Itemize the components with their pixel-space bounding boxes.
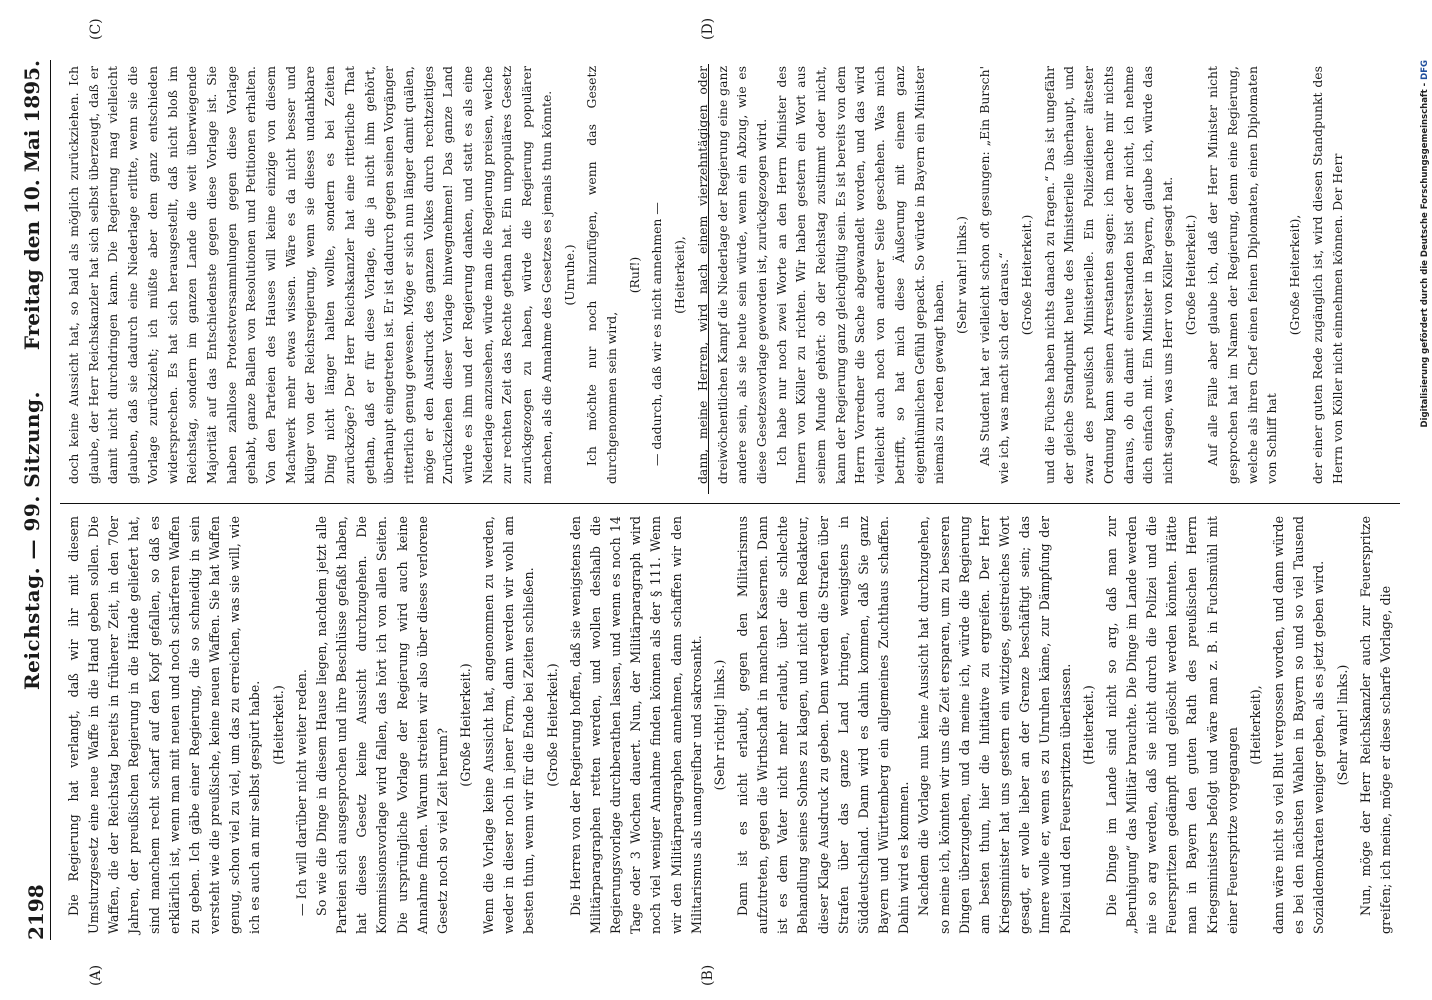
interjection: (Große Heiterkeit), [1287, 214, 1303, 336]
paragraph: dann, meine Herren, wird nach einem vierzehntägigen oder dreiwöchentlichen Kampf die Niederlage der Regierung eine ganz andere sein, als sie heute sein würde, wenn ein Abzug, wie es diese Gesetzesvorlage geworden ist, zurückgezogen wird. [694, 66, 769, 484]
paragraph: Die Regierung hat verlangt, daß wir ihr mit diesem Umsturzgesetz eine neue Waffe in die Hand geben sollen. Die Waffen, die der Reichstag bereits in früherer Zeit, in den 70er Jahren, der preußischen Regierung in die Hände geliefert hat, sind manchem recht scharf auf den Kopf gefallen, so daß es erklärlich ist, wenn man mit neuen und noch schärferen Waffen zu geben. Ich gäbe einer Regierung, die so schneidig in sein versteht wie die preußische, keine neuen Waffen. Sie hat Waffen genug, schon viel zu viel, um das zu erreichen, was sie will, wie ich es auch an mir selbst gespürt habe. [66, 516, 263, 934]
paragraph: Nun, möge der Herr Reichskanzler auch zur Feuerspritze greifen; ich meine, möge er diese scharfe Vorlage, die [1357, 516, 1393, 934]
margin-marker-d: (D) [700, 17, 716, 40]
page-header [12, 60, 51, 940]
left-column [64, 516, 1396, 934]
interjection: (Heiterkeit), [1247, 685, 1263, 765]
paragraph: Nachdem die Vorlage nun keine Aussicht hat durchzugehen, so meine ich, könnten wir uns die Zeit ersparen, um zu besseren Dingen überzugehen, und da meine ich, würde die Regierung am besten thun, hier die Initiative zu ergreifen. Der Herr Kriegsminister hat uns gestern ein witziges, geistreiches Wort gesagt, er wolle lieber an der Grenze beschäftigt sein; das Innere wolle er, wenn es zu Unruhen käme, zur Dämpfung der Polizei und den Feuerspritzen überlassen. [916, 516, 1073, 934]
dfg-logo: DFG [1420, 60, 1430, 80]
interjection: (Sehr wahr! links.) [953, 216, 969, 334]
interjection: (Große Heiterkeit.) [457, 663, 473, 787]
paragraph: — Ich will darüber nicht weiter reden. [293, 669, 309, 916]
interjection: (Heiterkeit.) [270, 685, 286, 765]
paragraph: Auf alle Fälle aber glaube ich, daß der Herr Minister nicht gesprochen hat im Namen der Regierung, denn eine Regierung, welche als ihren Chef einen feinen Diplomaten, einen Diplomaten von Schliff hat [1205, 66, 1280, 484]
paragraph: — dadurch, daß wir es nicht annehmen — [649, 202, 665, 466]
margin-marker-b: (B) [700, 964, 716, 986]
right-column [64, 66, 1347, 484]
interjection: (Große Heiterkeit.) [1019, 214, 1035, 336]
page-number: 2198 [24, 884, 48, 940]
paragraph: und die Füchse haben nichts danach zu fragen.“ Das ist ungefähr der gleiche Standpunkt heute des Ministerielle überhaupt, und zwar des preußisch Ministerielle. Ein Polizeidiener ältester Ordnung kann seinen Arrestanten sagen: ich mache mir nichts daraus, ob du damit einverstanden bist oder nicht, ich nehme dich einfach mit. Ein Minister in Bayern, glaube ich, würde das nicht sagen, was uns Herr von Köller gesagt hat. [1041, 66, 1175, 484]
session-date: Freitag den 10. Mai 1895. [20, 60, 44, 351]
paragraph: dann wäre nicht so viel Blut vergossen worden, und dann würde es bei den nächsten Wahlen in Bayern so und so viel Tausend Sozialdemokraten weniger geben, als es jetzt geben wird. [1271, 516, 1327, 934]
paragraph: Wenn die Vorlage keine Aussicht hat, angenommen zu werden, weder in dieser noch in jener Form, dann werden wir wohl am besten thun, wenn wir für die Ende bei Zeiten schließen. [481, 516, 537, 934]
interjection: (Heiterkeit), [672, 236, 688, 314]
paragraph: der einer guten Rede zugänglich ist, wird diesen Standpunkt des Herrn von Köller nicht einnehmen können. Der Herr [1309, 66, 1345, 484]
paragraph: Die Herren von der Regierung hoffen, daß sie wenigstens den Militärparagraphen retten werden, und wollen deshalb die Regierungsvorlage durchberathen lassen, und wenn es noch 14 Tage oder 3 Wochen dauert. Nun, der Militärparagraph wird noch viel weniger Annahme finden können als der § 111. Wenn wir den Militärparagraphen annehmen, dann schaffen wir den Militarismus als unangreifbar und sakrosankt. [567, 516, 704, 934]
paragraph: Die Dinge im Lande sind nicht so arg, daß man zur „Beruhigung“ das Militär brauchte. Die Dinge im Lande werden nie so arg werden, daß sie nicht durch die Polizei und die Feuerspritzen gedämpft und gelöscht werden könnten. Hätte man in Bayern den guten Rath des preußischen Herrn Kriegsministers befolgt und wäre man z. B. in Fuchsmühl mit einer Feuerspritze vorgegangen [1103, 516, 1240, 934]
credit-text: Digitalisierung gefördert durch die Deutsche Forschungsgemeinschaft - [1420, 82, 1430, 428]
margin-marker-a: (A) [88, 964, 104, 986]
interjection: (Ruf!) [626, 256, 642, 294]
interjection: (Sehr wahr! links.) [1334, 664, 1350, 786]
digitization-credit [1420, 60, 1430, 940]
paragraph: Ich habe nur noch zwei Worte an den Herrn Minister des Innern von Köller zu richten. Wir haben gestern ein Wort aus seinem Munde gehört: ob der Reichstag zustimmt oder nicht, kann der Regierung ganz gleichgültig sein. Es ist bereits von dem Herrn Vorredner die Sache abgewandelt worden, und das wird vielleicht auch noch von anderer Seite geschehen. Was mich betrifft, so hat mich diese Äußerung mit einem ganz eigenthümlichen Gefühl gepackt. So würde in Bayern ein Minister niemals zu reden gewagt haben. [773, 66, 947, 484]
interjection: (Große Heiterkeit.) [544, 663, 560, 787]
interjection: (Sehr richtig! links.) [711, 659, 727, 791]
margin-marker-c: (C) [88, 18, 104, 40]
paragraph: So wie die Dinge in diesem Hause liegen, nachdem jetzt alle Parteien sich ausgesprochen und ihre Beschlüsse gefaßt haben, hat dieses Gesetz keine Aussicht durchzugehen. Die Kommissionsvorlage wird fallen, das hört ich von allen Seiten. Die ursprüngliche Vorlage der Regierung wird auch keine Annahme finden. Warum streiten wir also über dieses verlorene Gesetz noch so viel Zeit herum? [313, 516, 450, 934]
interjection: (Unruhe.) [561, 244, 577, 306]
paragraph: doch keine Aussicht hat, so bald als möglich zurückziehen. Ich glaube, der Herr Reichskanzler hat sich selbst überzeugt, daß er damit nicht durchdringen kann. Die Regierung mag vielleicht glauben, daß sie dadurch eine Niederlage erlitte, wenn sie die Vorlage zurückzieht; ich müßte aber dem ganz entschieden widersprechen. Es hat sich herausgestellt, daß nicht bloß im Reichstag, sondern im ganzen Lande die weit überwiegende Majorität auf das Entschiedenste gegen diese Vorlage ist. Sie haben zahllose Protestversammlungen gegen diese Vorlage gehabt, ganze Ballen von Resolutionen und Petitionen erhalten. Von den Parteien des Hauses will keine einzige von diesem Machwerk mehr etwas wissen. Wäre es da nicht besser und klüger von der Reichsregierung, wenn sie dieses undankbare Ding nicht länger halten wollte, sondern es bei Zeiten zurückzöge? Der Herr Reichskanzler hat eine ritterliche That gethan, daß er für diese Vorlage, die ja nicht ihm gehört, überhaupt eingetreten ist. Er ist dadurch gegen seinen Vorgänger ritterlich genug gewesen. Möge er sich nun länger damit quälen, möge er den Ausdruck des ganzen Volkes durch rechtzeitiges Zurückziehen dieser Vorlage hinwegnehmen! Das ganze Land würde es ihm und der Regierung danken, und statt es als eine Niederlage anzusehen, würde man die Regierung preisen, welche zur rechten Zeit das Rechte gethan hat. Ein unpopuläres Gesetz zurückgezogen zu haben, würde die Regierung populärer machen, als die Annahme des Gesetzes es jemals thun könnte. [66, 66, 554, 484]
interjection: (Heiterkeit.) [1080, 685, 1096, 765]
paragraph: Als Student hat er vielleicht schon oft gesungen: „Ein Bursch' wie ich, was macht sich der daraus.“ [976, 66, 1012, 484]
column-divider [60, 503, 1400, 504]
interjection: (Große Heiterkeit.) [1182, 214, 1198, 336]
paragraph: Ich möchte nur noch hinzufügen, wenn das Gesetz durchgenommen sein wird, [584, 66, 619, 484]
session-title: Reichstag. — 99. Sitzung. [20, 391, 44, 690]
paragraph: Dann ist es nicht erlaubt, gegen den Militarismus aufzutreten, gegen die Wirthschaft in manchen Kasernen. Dann ist es dem Vater nicht mehr erlaubt, über die schlechte Behandlung seines Sohnes zu klagen, und nicht dem Redakteur, dieser Klage Ausdruck zu geben. Denn werden die Strafen über Strafen über das ganze Land bringen, wenigstens in Süddeutschland. Dann wird es dahin kommen, daß Sie ganz Bayern und Württemberg ein allgemeines Zuchthaus schaffen. Dahin wird es kommen. [735, 516, 912, 934]
